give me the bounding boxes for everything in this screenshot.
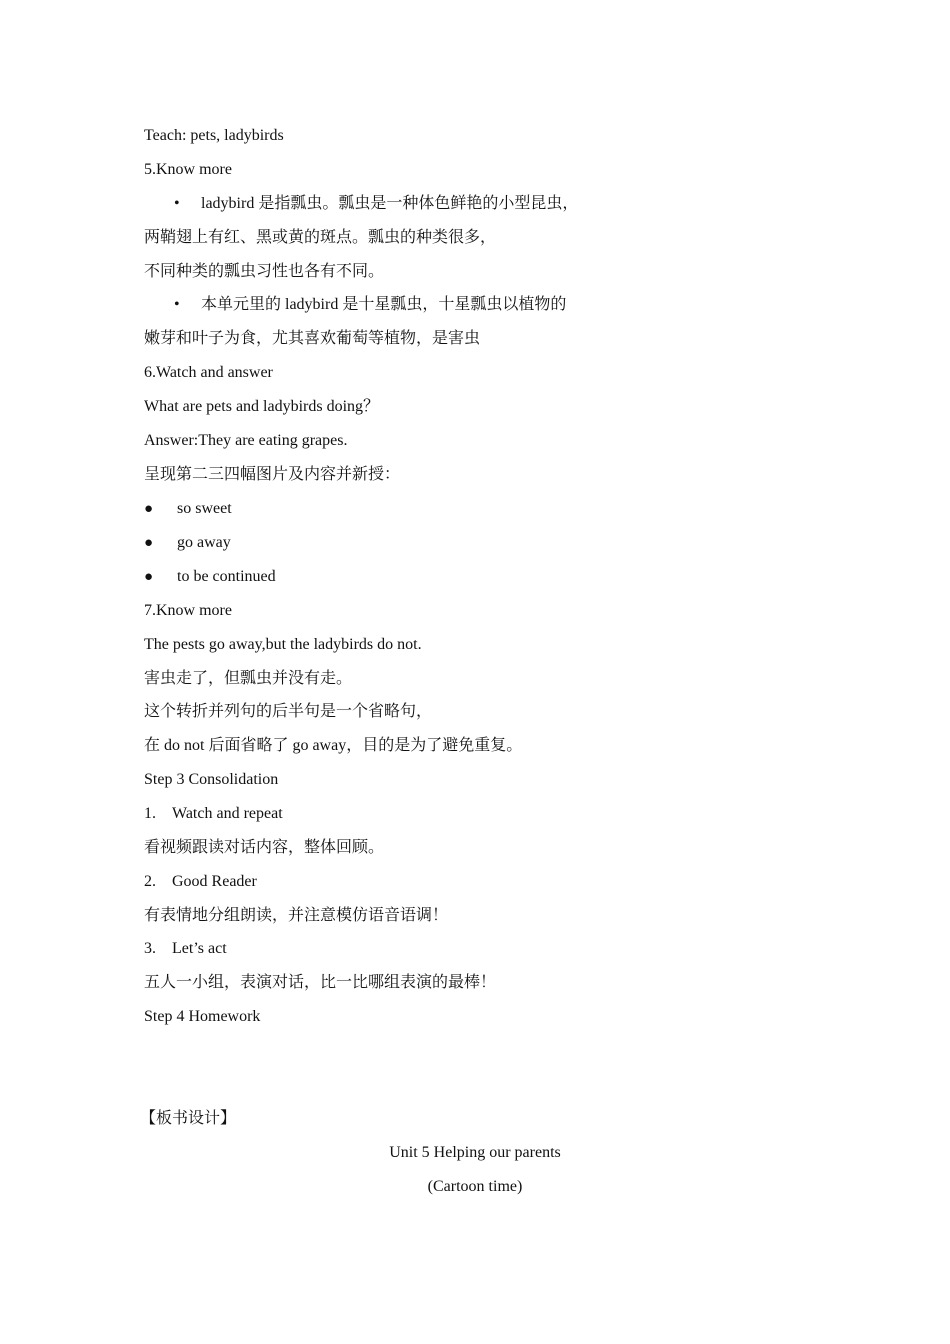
step4-heading: Step 4 Homework <box>144 1008 261 1025</box>
list-item-text: to be continued <box>177 568 276 585</box>
answer-line: Answer:They are eating grapes. <box>144 432 348 449</box>
bullet-text: 本单元里的 ladybird 是十星瓢虫，十星瓢虫以植物的 <box>201 296 567 313</box>
item-number: 1. <box>144 805 156 822</box>
know-more-5-bullet-2 <box>174 295 566 315</box>
numbered-item <box>144 872 257 892</box>
know-more-5-text: 不同种类的瓢虫习性也各有不同。 <box>144 263 385 280</box>
item-description: 看视频跟读对话内容，整体回顾。 <box>144 839 385 856</box>
list-item <box>144 533 231 553</box>
bullet-text: ladybird 是指瓢虫。瓢虫是一种体色鲜艳的小型昆虫， <box>201 195 579 212</box>
bullet-icon: ● <box>144 569 154 585</box>
know-more-7-text: 这个转折并列句的后半句是一个省略句， <box>144 703 433 720</box>
know-more-5-bullet-1 <box>174 194 578 214</box>
know-more-7-text: 在 do not 后面省略了 go away，目的是为了避免重复。 <box>144 737 523 754</box>
bullet-icon: • <box>174 296 180 313</box>
list-item-text: go away <box>177 534 231 551</box>
teach-line: Teach: pets, ladybirds <box>144 127 284 144</box>
item-number: 2. <box>144 873 156 890</box>
list-item <box>144 499 232 519</box>
step3-heading: Step 3 Consolidation <box>144 771 279 788</box>
board-subtitle: (Cartoon time) <box>427 1178 523 1195</box>
numbered-item <box>144 939 227 959</box>
know-more-5-text: 嫩芽和叶子为食，尤其喜欢葡萄等植物，是害虫 <box>144 330 481 347</box>
item-number: 3. <box>144 940 156 957</box>
item-description: 五人一小组，表演对话，比一比哪组表演的最棒！ <box>144 974 497 991</box>
item-title: Let’s act <box>172 940 227 957</box>
watch-answer-6-heading: 6.Watch and answer <box>144 364 273 381</box>
know-more-5-heading: 5.Know more <box>144 161 232 178</box>
item-title: Watch and repeat <box>172 805 283 822</box>
know-more-5-text: 两鞘翅上有红、黑或黄的斑点。瓢虫的种类很多， <box>144 229 497 246</box>
bullet-icon: ● <box>144 535 154 551</box>
present-line: 呈现第二三四幅图片及内容并新授： <box>144 466 401 483</box>
item-title: Good Reader <box>172 873 257 890</box>
know-more-7-text: The pests go away,but the ladybirds do not. <box>144 636 422 653</box>
know-more-7-heading: 7.Know more <box>144 602 232 619</box>
board-design-heading: 【板书设计】 <box>140 1110 237 1127</box>
bullet-icon: ● <box>144 501 154 517</box>
know-more-7-text: 害虫走了，但瓢虫并没有走。 <box>144 670 353 687</box>
list-item-text: so sweet <box>177 500 232 517</box>
question-line: What are pets and ladybirds doing？ <box>144 398 380 415</box>
item-description: 有表情地分组朗读，并注意模仿语音语调！ <box>144 907 449 924</box>
numbered-item <box>144 804 283 824</box>
board-title: Unit 5 Helping our parents <box>389 1144 561 1161</box>
bullet-icon: • <box>174 195 180 212</box>
list-item <box>144 567 276 587</box>
